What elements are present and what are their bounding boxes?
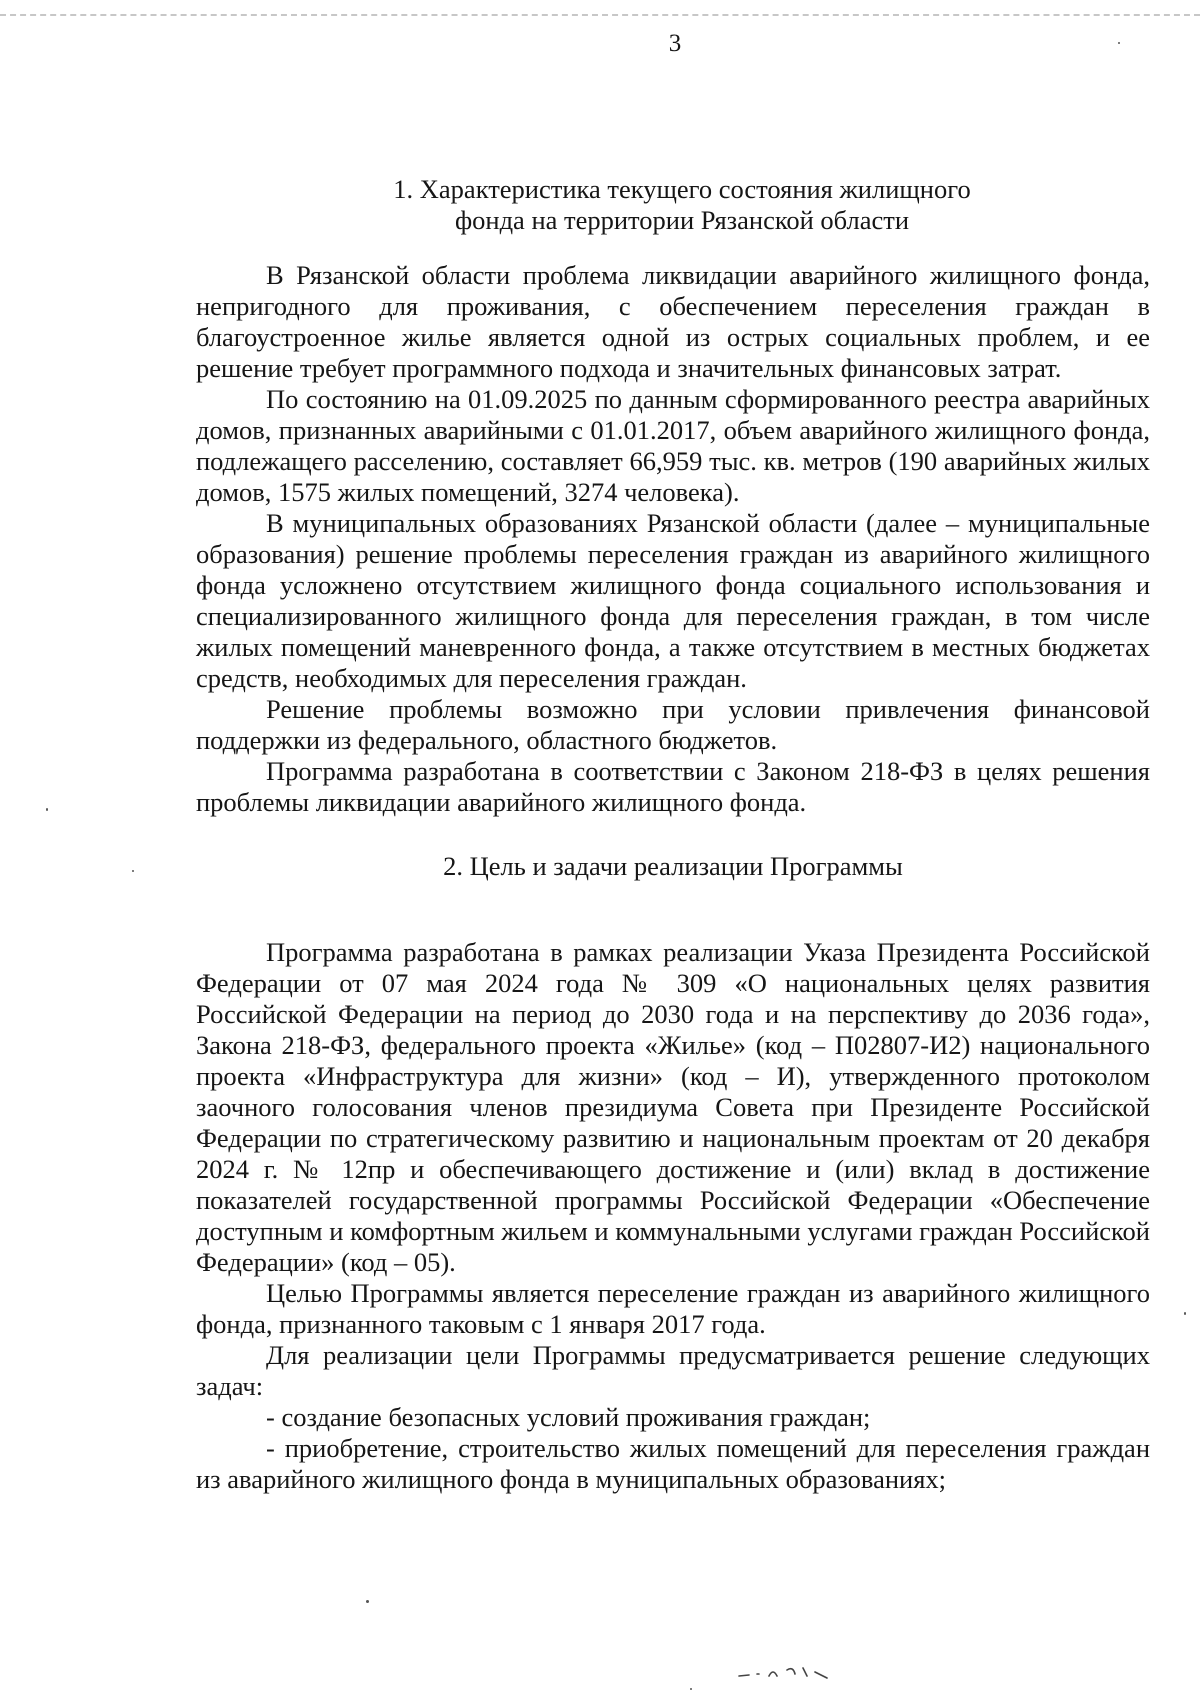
section-1-heading-line-1: 1. Характеристика текущего состояния жилищного — [393, 174, 971, 204]
scan-speck — [132, 870, 134, 872]
section-1-paragraph: В муниципальных образованиях Рязанской области (далее – муниципальные образования) решение проблемы переселения граждан из аварийного жилищного фонда усложнено отсутствием жилищного фонда социального использования и специализированного жилищного фонда для переселения граждан, в том числе жилых помещений маневренного фонда, а также отсутствием в местных бюджетах средств, необходимых для переселения граждан. — [196, 508, 1150, 693]
scan-speck — [1118, 42, 1120, 44]
section-2-paragraph: Целью Программы является переселение граждан из аварийного жилищного фонда, признанного таковым с 1 января 2017 года. — [196, 1278, 1150, 1339]
task-list-item: - приобретение, строительство жилых помещений для переселения граждан из аварийного жилищного фонда в муниципальных образованиях; — [196, 1433, 1150, 1494]
section-1-paragraph: Программа разработана в соответствии с Законом 218-ФЗ в целях решения проблемы ликвидации аварийного жилищного фонда. — [196, 756, 1150, 817]
task-list-item: - создание безопасных условий проживания граждан; — [266, 1402, 871, 1432]
section-1-paragraph: Решение проблемы возможно при условии привлечения финансовой поддержки из федерального, областного бюджетов. — [196, 694, 1150, 755]
scan-scribble-mark — [735, 1662, 835, 1686]
scan-speck — [690, 1688, 692, 1690]
page-number: 3 — [668, 30, 682, 57]
scan-top-edge — [0, 14, 1200, 22]
section-2-heading: 2. Цель и задачи реализации Программы — [443, 851, 903, 881]
section-1-heading — [214, 174, 1150, 236]
scan-speck — [1184, 1312, 1186, 1315]
document-body — [196, 174, 1150, 1495]
section-2-paragraph: Для реализации цели Программы предусматривается решение следующих задач: — [196, 1340, 1150, 1401]
section-1-paragraph: В Рязанской области проблема ликвидации аварийного жилищного фонда, непригодного для проживания, с обеспечением переселения граждан в благоустроенное жилье является одной из острых социальных проблем, и ее решение требует программного подхода и значительных финансовых затрат. — [196, 260, 1150, 383]
section-2-paragraph: Программа разработана в рамках реализации Указа Президента Российской Федерации от 07 мая 2024 года № 309 «О национальных целях развития Российской Федерации на период до 2030 года и на перспективу до 2036 года», Закона 218-ФЗ, федерального проекта «Жилье» (код – П02807-И2) национального проекта «Инфраструктура для жизни» (код – И), утвержденного протоколом заочного голосования членов президиума Совета при Президенте Российской Федерации по стратегическому развитию и национальным проектам от 20 декабря 2024 г. № 12пр и обеспечивающего достижение и (или) вклад в достижение показателей государственной программы Российской Федерации «Обеспечение доступным и комфортным жильем и коммунальными услугами граждан Российской Федерации» (код – 05). — [196, 937, 1150, 1277]
scan-speck — [46, 808, 48, 811]
scan-speck — [366, 1600, 369, 1603]
section-1-heading-line-2: фонда на территории Рязанской области — [454, 205, 910, 235]
section-1-paragraph: По состоянию на 01.09.2025 по данным сформированного реестра аварийных домов, признанных аварийными с 01.01.2017, объем аварийного жилищного фонда, подлежащего расселению, составляет 66,959 тыс. кв. метров (190 аварийных жилых домов, 1575 жилых помещений, 3274 человека). — [196, 384, 1150, 507]
